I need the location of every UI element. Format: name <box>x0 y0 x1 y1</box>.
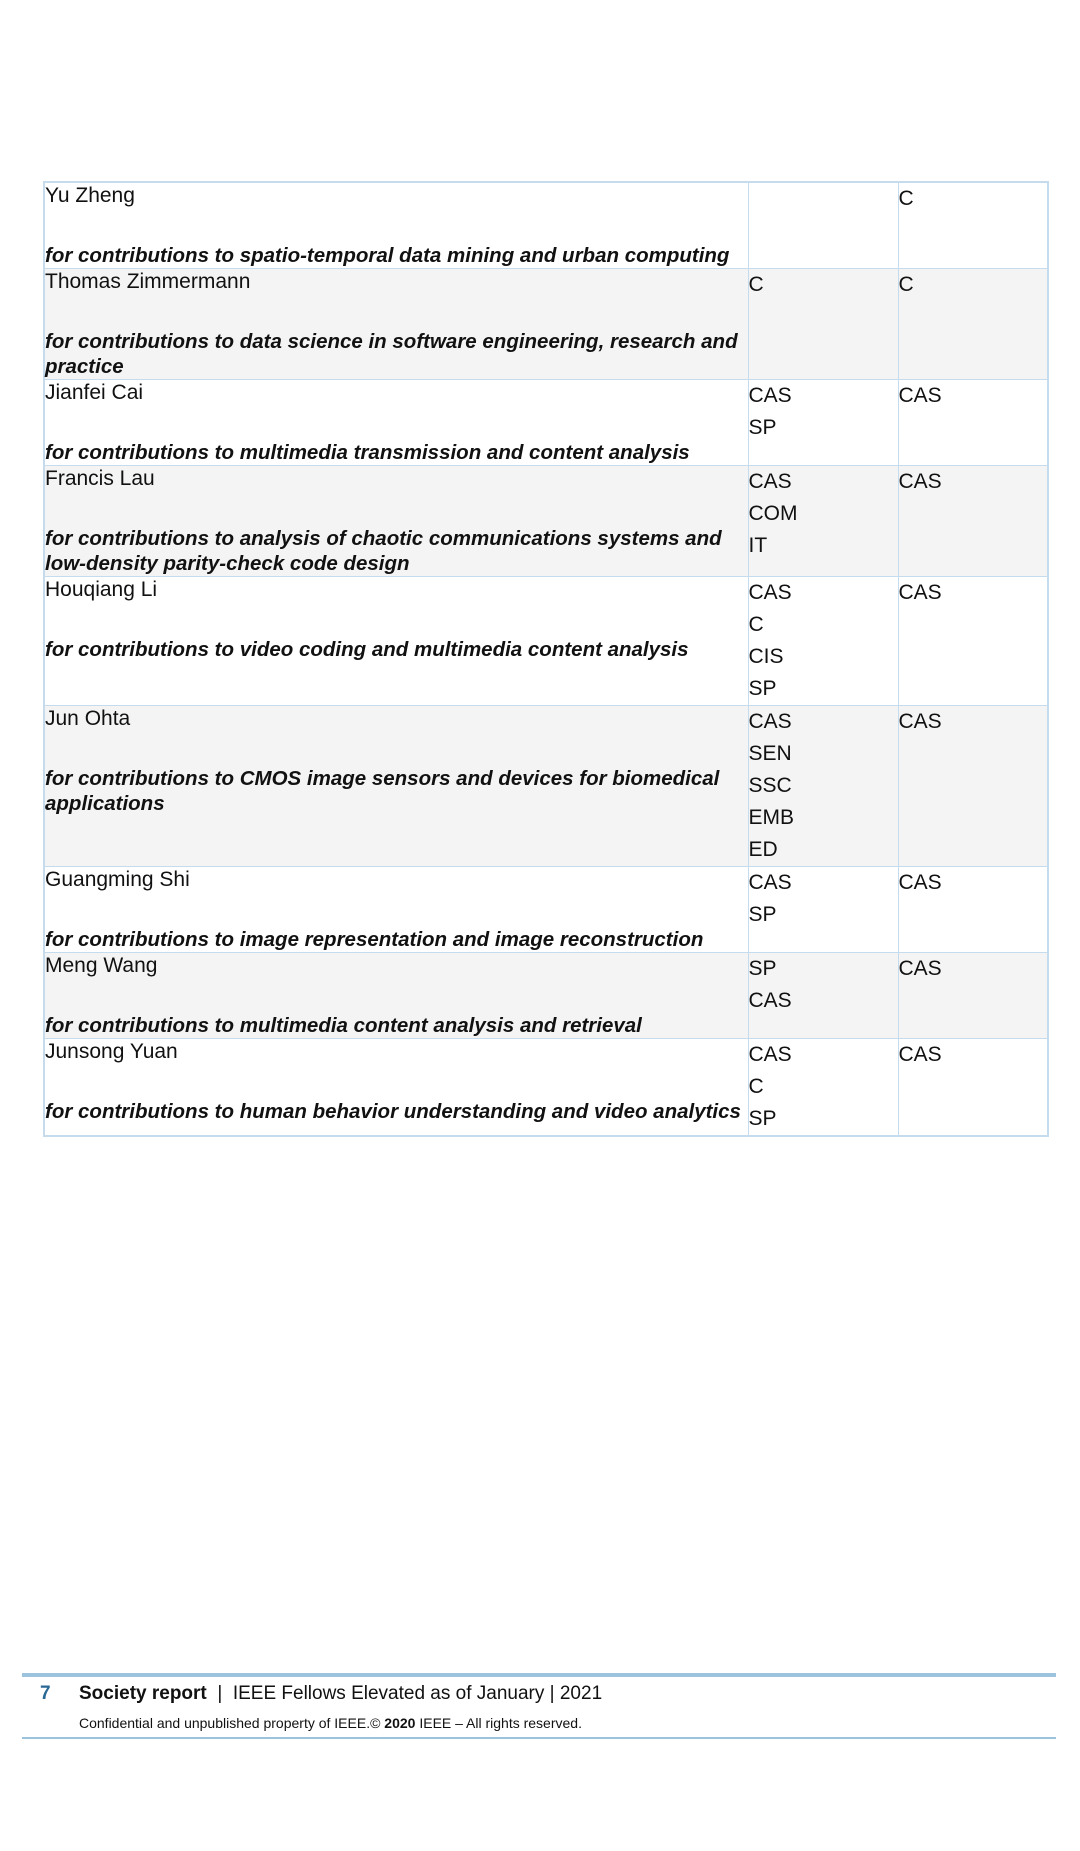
society-code: C <box>748 1075 764 1098</box>
fellow-info-cell <box>44 1039 748 1137</box>
fellow-info-cell <box>44 466 748 577</box>
society-code: CIS <box>748 645 784 668</box>
footer-title <box>79 1683 602 1705</box>
fellow-info-cell <box>44 706 748 867</box>
fellow-name: Guangming Shi <box>45 868 190 891</box>
fellow-citation: for contributions to spatio-temporal data mining and urban computing <box>45 244 730 267</box>
society-codes-cell <box>748 706 898 867</box>
society-code: CAS <box>748 384 792 407</box>
evaluating-society-code: CAS <box>898 384 942 407</box>
evaluating-society-cell <box>898 466 1048 577</box>
fellow-name: Meng Wang <box>45 954 158 977</box>
evaluating-society-cell <box>898 182 1048 269</box>
evaluating-society-cell <box>898 380 1048 466</box>
fellow-row <box>44 466 1048 577</box>
society-code: IT <box>748 534 768 557</box>
footer-legal-notice <box>79 1715 582 1731</box>
fellow-row <box>44 269 1048 380</box>
society-code: C <box>748 613 764 636</box>
fellow-info-cell <box>44 953 748 1039</box>
fellow-name: Yu Zheng <box>45 184 135 207</box>
evaluating-society-code: CAS <box>898 1043 942 1066</box>
society-code: SP <box>748 416 777 439</box>
evaluating-society-code: CAS <box>898 871 942 894</box>
footer-legal-suffix: IEEE – All rights reserved. <box>415 1715 582 1731</box>
fellow-row <box>44 182 1048 269</box>
society-code: COM <box>748 502 798 525</box>
footer-report-label: Society report <box>79 1683 207 1704</box>
society-code: CAS <box>748 710 792 733</box>
fellow-citation: for contributions to video coding and multimedia content analysis <box>45 638 689 661</box>
evaluating-society-code: CAS <box>898 710 942 733</box>
fellow-row <box>44 1039 1048 1137</box>
fellow-row <box>44 380 1048 466</box>
footer-bottom-rule <box>22 1737 1056 1739</box>
society-code: CAS <box>748 871 792 894</box>
fellow-info-cell <box>44 577 748 706</box>
society-code: CAS <box>748 1043 792 1066</box>
footer-separator: | <box>217 1683 223 1704</box>
fellow-row <box>44 867 1048 953</box>
evaluating-society-code: CAS <box>898 470 942 493</box>
footer-top-rule <box>22 1673 1056 1677</box>
fellow-name: Junsong Yuan <box>45 1040 178 1063</box>
evaluating-society-code: CAS <box>898 957 942 980</box>
fellow-citation: for contributions to multimedia content analysis and retrieval <box>45 1014 642 1037</box>
society-codes-cell <box>748 182 898 269</box>
evaluating-society-code: CAS <box>898 581 942 604</box>
society-codes-cell <box>748 1039 898 1137</box>
fellow-citation: for contributions to human behavior understanding and video analytics <box>45 1100 741 1123</box>
society-codes-cell <box>748 269 898 380</box>
society-codes-cell <box>748 577 898 706</box>
evaluating-society-cell <box>898 953 1048 1039</box>
society-code: SP <box>748 677 777 700</box>
evaluating-society-cell <box>898 706 1048 867</box>
page-number: 7 <box>40 1683 51 1704</box>
fellow-name: Jianfei Cai <box>45 381 144 404</box>
fellow-citation: for contributions to image representation and image reconstruction <box>45 928 704 951</box>
society-codes-cell <box>748 466 898 577</box>
society-code: EMB <box>748 806 795 829</box>
fellow-info-cell <box>44 380 748 466</box>
evaluating-society-cell <box>898 1039 1048 1137</box>
fellow-citation: for contributions to data science in software engineering, research and practice <box>45 330 738 378</box>
evaluating-society-code: C <box>898 273 914 296</box>
society-code: CAS <box>748 989 792 1012</box>
evaluating-society-cell <box>898 577 1048 706</box>
society-codes-cell <box>748 867 898 953</box>
society-code: CAS <box>748 470 792 493</box>
society-code: SSC <box>748 774 792 797</box>
fellow-row <box>44 706 1048 867</box>
fellow-info-cell <box>44 269 748 380</box>
society-code: SP <box>748 1107 777 1130</box>
fellow-name: Jun Ohta <box>45 707 131 730</box>
fellows-table <box>43 181 1049 1137</box>
fellow-info-cell <box>44 182 748 269</box>
society-code: SP <box>748 903 777 926</box>
fellow-citation: for contributions to CMOS image sensors and devices for biomedical applications <box>45 767 720 815</box>
society-codes-cell <box>748 380 898 466</box>
society-code: SEN <box>748 742 792 765</box>
fellow-citation: for contributions to multimedia transmission and content analysis <box>45 441 690 464</box>
fellow-info-cell <box>44 867 748 953</box>
footer-legal-year: 2020 <box>384 1715 416 1731</box>
society-code: C <box>748 273 764 296</box>
footer-report-title: IEEE Fellows Elevated as of January | 2021 <box>232 1683 603 1704</box>
footer-legal-prefix: Confidential and unpublished property of IEEE.© <box>79 1715 385 1731</box>
fellow-name: Francis Lau <box>45 467 155 490</box>
society-code: SP <box>748 957 777 980</box>
society-code: ED <box>748 838 778 861</box>
fellow-citation: for contributions to analysis of chaotic communications systems and low-density parity-check code design <box>45 527 722 575</box>
fellow-row <box>44 577 1048 706</box>
fellows-table-body <box>44 182 1048 1136</box>
evaluating-society-cell <box>898 269 1048 380</box>
fellow-row <box>44 953 1048 1039</box>
evaluating-society-code: C <box>898 187 914 210</box>
society-code: CAS <box>748 581 792 604</box>
fellow-name: Thomas Zimmermann <box>45 270 251 293</box>
fellow-name: Houqiang Li <box>45 578 158 601</box>
evaluating-society-cell <box>898 867 1048 953</box>
society-codes-cell <box>748 953 898 1039</box>
